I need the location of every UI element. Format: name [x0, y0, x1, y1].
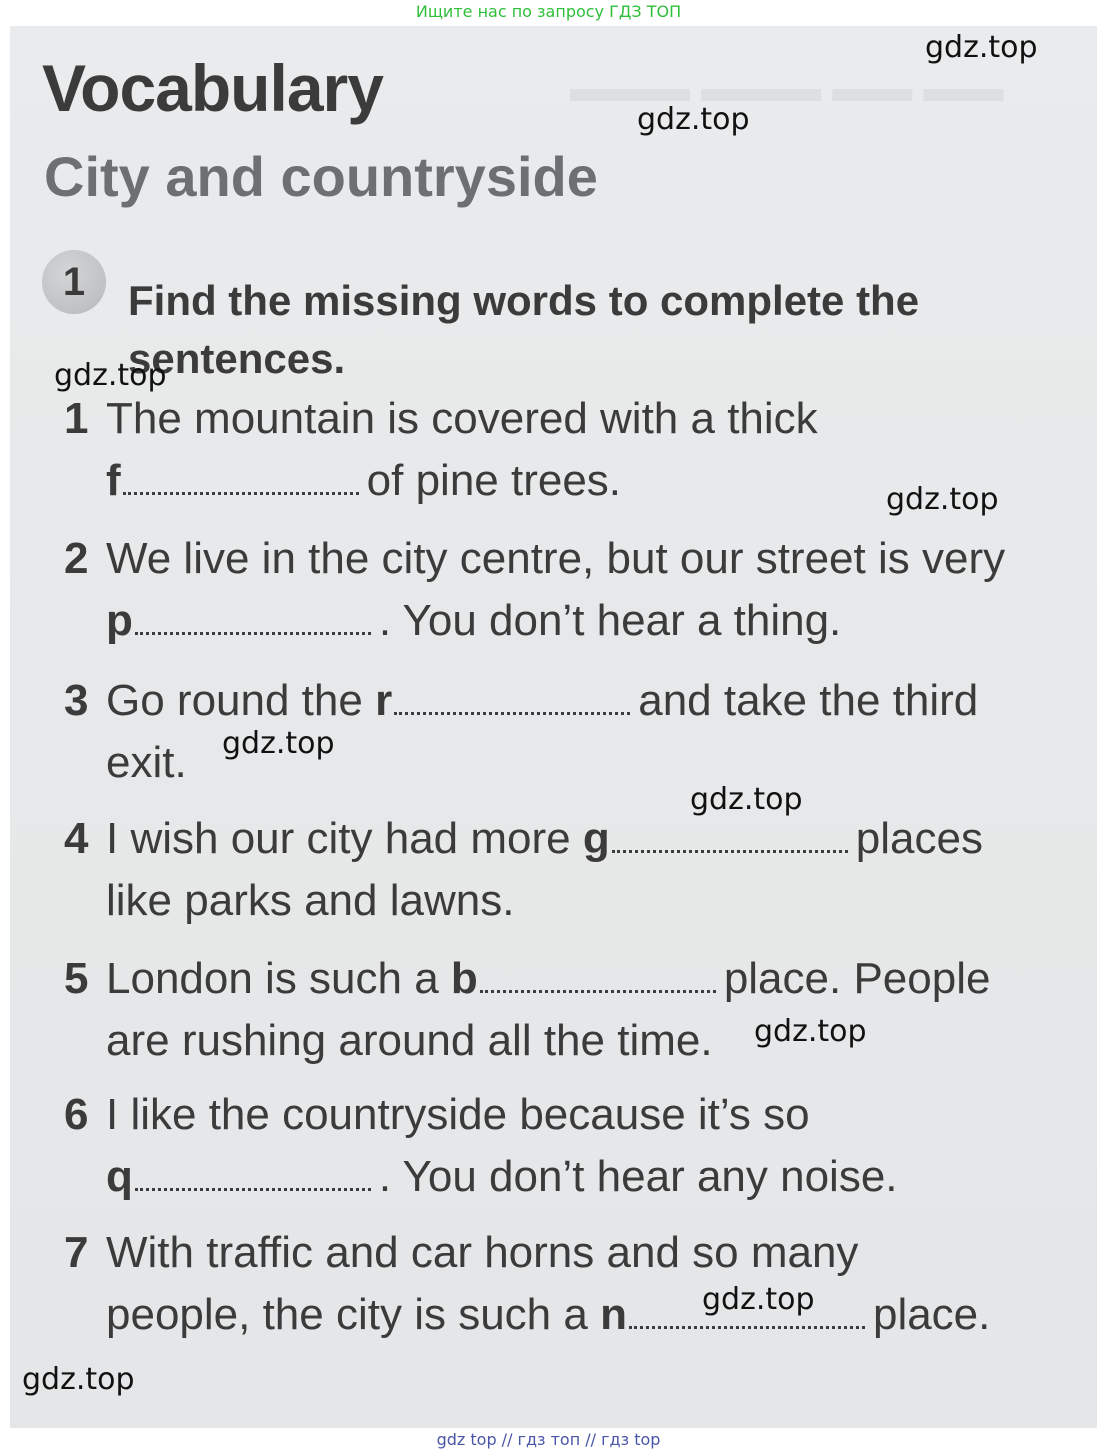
- first-letter-hint: q: [106, 1152, 133, 1201]
- item-line-2: f of pine trees.: [106, 456, 622, 505]
- item-line-2: like parks and lawns.: [106, 876, 515, 925]
- item-number: 3: [64, 676, 89, 725]
- answer-blank[interactable]: [480, 982, 716, 993]
- bleed-through-decoration: ▬▬ ▬▬ ▬▬▬ ▬▬▬: [570, 66, 1004, 110]
- item-number: 5: [64, 954, 89, 1003]
- item-line-1: I wish our city had more g places: [106, 814, 983, 863]
- item-number: 1: [64, 394, 89, 443]
- instruction-line-2: sentences.: [128, 335, 346, 382]
- item-line-2: are rushing around all the time.: [106, 1016, 713, 1065]
- item-number: 4: [64, 814, 89, 863]
- sentence-item-7: [64, 1222, 1064, 1346]
- item-line-1: I like the countryside because it’s so: [106, 1090, 810, 1139]
- sentence-item-6: [64, 1084, 1064, 1208]
- page-title: Vocabulary: [42, 51, 383, 125]
- section-subtitle: City and countryside: [44, 145, 598, 208]
- watermark-text: gdz.top: [925, 30, 1038, 65]
- sentence-item-5: [64, 948, 1064, 1072]
- item-line-1: Go round the r and take the third: [106, 676, 979, 725]
- item-line-2: q . You don’t hear any noise.: [106, 1152, 898, 1201]
- sentence-item-2: [64, 528, 1064, 652]
- textbook-page: [10, 26, 1097, 1428]
- item-line-2: exit.: [106, 738, 187, 787]
- watermark-text: gdz.top: [886, 482, 999, 517]
- first-letter-hint: f: [106, 456, 121, 505]
- item-line-1: The mountain is covered with a thick: [106, 394, 818, 443]
- watermark-text: gdz.top: [637, 102, 750, 137]
- exercise-instruction: [128, 272, 1048, 388]
- item-line-1: With traffic and car horns and so many: [106, 1228, 859, 1277]
- first-letter-hint: g: [582, 814, 610, 863]
- answer-blank[interactable]: [629, 1318, 865, 1329]
- watermark-text: gdz.top: [702, 1282, 815, 1317]
- first-letter-hint: r: [375, 676, 393, 725]
- bottom-banner: gdz top // гдз топ // гдз top: [436, 1430, 661, 1449]
- item-number: 2: [64, 534, 89, 583]
- sentence-item-4: [64, 808, 1064, 932]
- first-letter-hint: p: [106, 596, 133, 645]
- item-line-2: p . You don’t hear a thing.: [106, 596, 842, 645]
- answer-blank[interactable]: [135, 1180, 371, 1191]
- answer-blank[interactable]: [612, 842, 848, 853]
- watermark-text: gdz.top: [690, 782, 803, 817]
- watermark-text: gdz.top: [22, 1362, 135, 1397]
- first-letter-hint: b: [450, 954, 478, 1003]
- first-letter-hint: n: [600, 1290, 627, 1339]
- item-number: 6: [64, 1090, 89, 1139]
- answer-blank[interactable]: [123, 484, 359, 495]
- watermark-text: gdz.top: [222, 726, 335, 761]
- instruction-line-1: Find the missing words to complete the: [128, 277, 920, 324]
- item-number: 7: [64, 1228, 89, 1277]
- exercise-number-badge: 1: [42, 250, 106, 314]
- item-line-1: London is such a b place. People: [106, 954, 991, 1003]
- item-line-1: We live in the city centre, but our street is very: [106, 534, 1006, 583]
- sentence-item-3: [64, 670, 1064, 794]
- top-banner: Ищите нас по запросу ГДЗ ТОП: [415, 2, 682, 21]
- item-line-2: people, the city is such a n place.: [106, 1290, 991, 1339]
- answer-blank[interactable]: [135, 624, 371, 635]
- answer-blank[interactable]: [394, 704, 630, 715]
- watermark-text: gdz.top: [54, 358, 167, 393]
- watermark-text: gdz.top: [754, 1014, 867, 1049]
